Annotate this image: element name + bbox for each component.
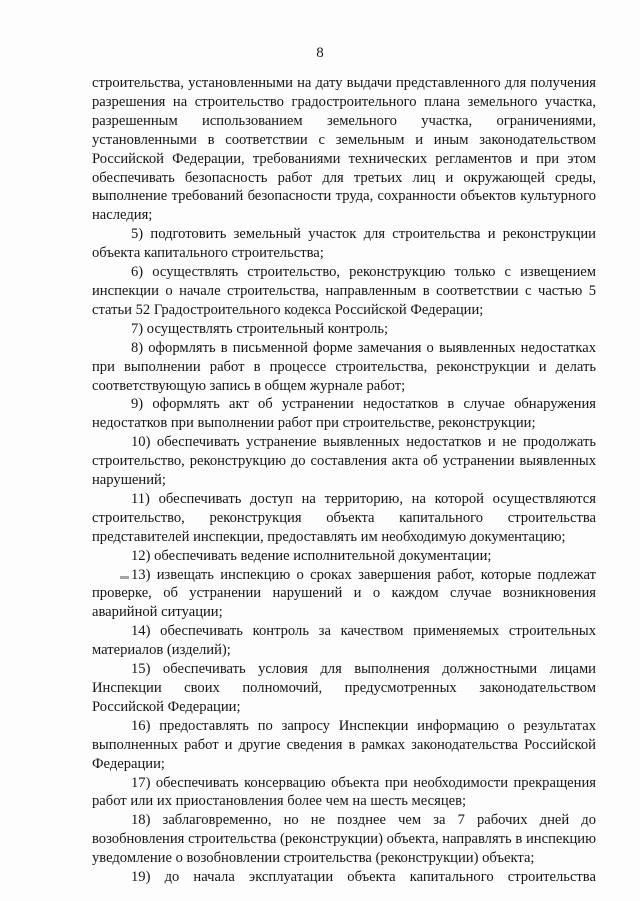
paragraph-item-15: 15) обеспечивать условия для выполнения должностными лицами Инспекции своих полномочий, предусмотренных законодательством Российской Федерации; bbox=[92, 661, 596, 715]
paragraph-item-18: 18) заблаговременно, но не позднее чем за 7 рабочих дней до возобновления строительства (реконструкции) объекта, направлять в инспекцию уведомление о возобновлении строительства (реконструкции) объекта; bbox=[92, 812, 596, 867]
paragraph-continuation: строительства, установленными на дату выдачи представленного для получения разрешения на строительство градостроительного плана земельного участка, разрешенным использованием земельного участка, ограничениями, установленными в соответствии с земельным и иным законодательством Российской Федерации, требованиями технических регламентов и при этом обеспечивать безопасность работ для третьих лиц и окружающей среды, выполнение требований безопасности труда, сохранности объектов культурного наследия; bbox=[92, 75, 596, 224]
paragraph-item-9: 9) оформлять акт об устранении недостатков в случае обнаружения недостатков при выполнении работ при строительстве, реконструкции; bbox=[92, 396, 596, 432]
paragraph-item-6: 6) осуществлять строительство, реконструкцию только с извещением инспекции о начале строительства, направленным в соответствии с частью 5 статьи 52 Градостроительного кодекса Российской Федерации; bbox=[92, 264, 596, 318]
paragraph-item-19: 19) до начала эксплуатации объекта капитального строительства bbox=[131, 869, 596, 886]
paragraph-item-16: 16) предоставлять по запросу Инспекции информацию о результатах выполненных работ и другие сведения в рамках законодательства Российской Федерации; bbox=[92, 717, 596, 772]
paragraph-item-11: 11) обеспечивать доступ на территорию, на которой осуществляются строительство, реконструкция объекта капитального строительства представителей инспекции, предоставлять им необходимую документацию; bbox=[92, 490, 596, 545]
paragraph-item-7: 7) осуществлять строительный контроль; bbox=[131, 320, 389, 337]
paragraph-item-13: 13) извещать инспекцию о сроках завершения работ, которые подлежат проверке, об устранении нарушений и о каждом случае возникновения аварийной ситуации; bbox=[92, 566, 596, 621]
paragraph-item-10: 10) обеспечивать устранение выявленных недостатков и не продолжать строительство, реконструкцию до составления акта об устранении выявленных нарушений; bbox=[92, 434, 596, 489]
scan-mark bbox=[120, 576, 129, 579]
document-body bbox=[92, 74, 596, 887]
paragraph-item-14: 14) обеспечивать контроль за качеством применяемых строительных материалов (изделий); bbox=[92, 623, 596, 659]
paragraph-item-5: 5) подготовить земельный участок для строительства и реконструкции объекта капитального строительства; bbox=[92, 226, 596, 262]
page-number: 8 bbox=[316, 45, 324, 61]
paragraph-item-17: 17) обеспечивать консервацию объекта при необходимости прекращения работ или их приостановления более чем на шесть месяцев; bbox=[92, 774, 596, 810]
paragraph-item-12: 12) обеспечивать ведение исполнительной документации; bbox=[131, 547, 492, 564]
paragraph-item-8: 8) оформлять в письменной форме замечания о выявленных недостатках при выполнении работ в процессе строительства, реконструкции и делать соответствующую запись в общем журнале работ; bbox=[92, 339, 596, 394]
